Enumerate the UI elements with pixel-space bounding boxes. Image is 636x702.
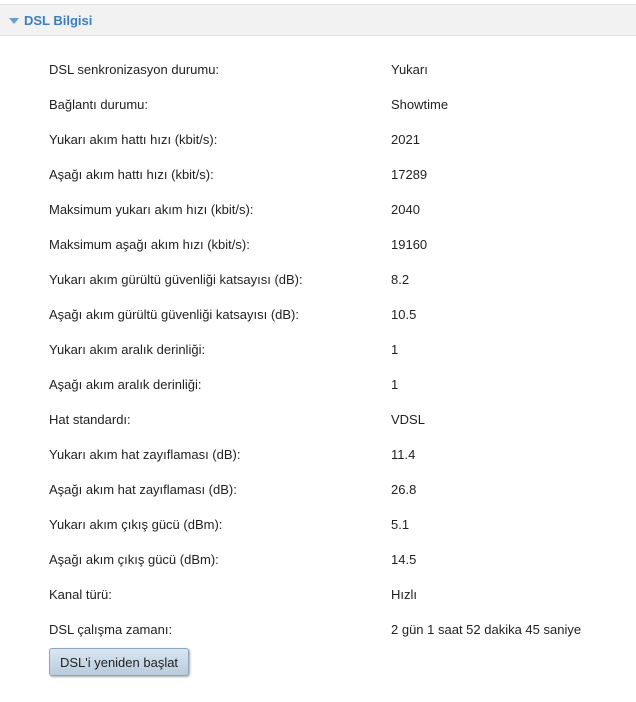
info-value: 2 gün 1 saat 52 dakika 45 saniye: [391, 622, 582, 637]
info-row-downstream-attenuation: [49, 472, 619, 507]
info-row-connection-status: [49, 87, 619, 122]
info-label: Aşağı akım çıkış gücü (dBm):: [49, 552, 219, 567]
info-row-upstream-attenuation: [49, 437, 619, 472]
info-label: Yukarı akım hat zayıflaması (dB):: [49, 447, 241, 462]
info-label: Yukarı akım hattı hızı (kbit/s):: [49, 132, 218, 147]
info-label: DSL senkronizasyon durumu:: [49, 62, 220, 77]
info-row-downstream-interleave-depth: [49, 367, 619, 402]
info-value: 2040: [391, 202, 420, 217]
info-value: 19160: [391, 237, 428, 252]
info-row-downstream-snr-margin: [49, 297, 619, 332]
info-value: 11.4: [391, 447, 416, 462]
info-label: Maksimum aşağı akım hızı (kbit/s):: [49, 237, 250, 252]
info-row-downstream-rate: [49, 157, 619, 192]
info-value: 26.8: [391, 482, 417, 497]
info-label: DSL çalışma zamanı:: [49, 622, 173, 637]
info-label: Yukarı akım çıkış gücü (dBm):: [49, 517, 223, 532]
info-row-channel-type: [49, 577, 619, 612]
info-value: 2021: [391, 132, 420, 147]
info-value: VDSL: [391, 412, 425, 427]
info-label: Hat standardı:: [49, 412, 131, 427]
panel-title: DSL Bilgisi: [24, 12, 93, 28]
info-label: Yukarı akım aralık derinliği:: [49, 342, 206, 357]
info-row-upstream-rate: [49, 122, 619, 157]
info-value: 10.5: [391, 307, 417, 322]
info-row-max-upstream-rate: [49, 192, 619, 227]
info-value: 1: [391, 377, 399, 392]
info-value: 14.5: [391, 552, 417, 567]
info-value: 17289: [391, 167, 428, 182]
info-value: 5.1: [391, 517, 410, 532]
info-label: Aşağı akım hat zayıflaması (dB):: [49, 482, 237, 497]
dsl-info-table: [49, 52, 619, 647]
info-label: Maksimum yukarı akım hızı (kbit/s):: [49, 202, 254, 217]
info-value: Hızlı: [391, 587, 417, 602]
restart-dsl-button[interactable]: DSL'i yeniden başlat: [49, 648, 189, 676]
info-value: 1: [391, 342, 399, 357]
info-label: Aşağı akım hattı hızı (kbit/s):: [49, 167, 214, 182]
info-row-dsl-uptime: [49, 612, 619, 647]
info-row-upstream-snr-margin: [49, 262, 619, 297]
info-label: Aşağı akım gürültü güvenliği katsayısı (dB):: [49, 307, 300, 322]
info-value: 8.2: [391, 272, 410, 287]
info-row-sync-status: [49, 52, 619, 87]
info-row-downstream-output-power: [49, 542, 619, 577]
info-label: Bağlantı durumu:: [49, 97, 149, 112]
info-value: Showtime: [391, 97, 449, 112]
collapse-arrow-icon[interactable]: [9, 18, 19, 24]
info-label: Yukarı akım gürültü güvenliği katsayısı (dB):: [49, 272, 303, 287]
info-row-line-standard: [49, 402, 619, 437]
panel-header[interactable]: [0, 4, 636, 36]
info-row-max-downstream-rate: [49, 227, 619, 262]
info-value: Yukarı: [391, 62, 428, 77]
info-row-upstream-interleave-depth: [49, 332, 619, 367]
info-row-upstream-output-power: [49, 507, 619, 542]
info-label: Aşağı akım aralık derinliği:: [49, 377, 202, 392]
info-label: Kanal türü:: [49, 587, 112, 602]
